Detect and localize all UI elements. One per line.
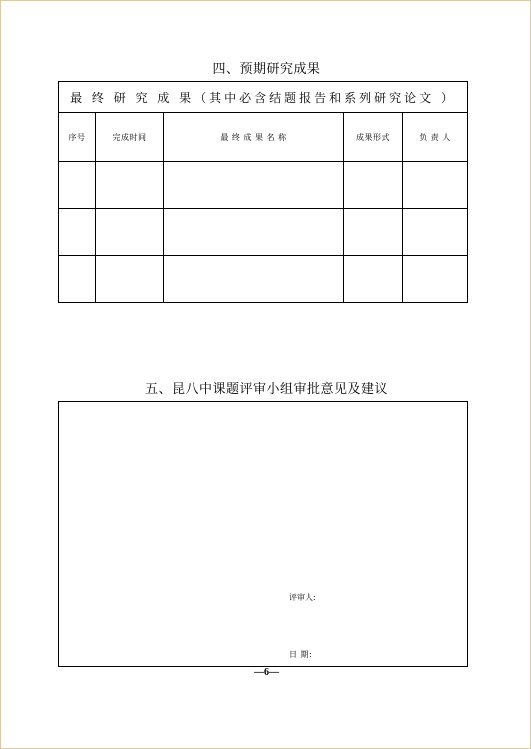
table-cell[interactable] [403, 162, 468, 209]
column-header-result-name: 最 终 成 果 名 称 [164, 113, 344, 162]
table-cell[interactable] [96, 162, 164, 209]
table-cell[interactable] [59, 256, 96, 303]
table-cell[interactable] [403, 209, 468, 256]
research-results-table [58, 81, 468, 303]
section-4-title: 四、预期研究成果 [212, 62, 321, 77]
table-cell[interactable] [59, 209, 96, 256]
column-header-responsible-person: 负 责 人 [403, 113, 468, 162]
table-cell[interactable] [59, 162, 96, 209]
table-cell[interactable] [344, 209, 403, 256]
table-cell[interactable] [164, 209, 344, 256]
table-row [59, 256, 468, 303]
table-cell[interactable] [96, 256, 164, 303]
table-row [59, 162, 468, 209]
table-cell[interactable] [164, 162, 344, 209]
reviewer-label: 评审人: [289, 593, 316, 602]
review-opinion-box[interactable] [58, 401, 468, 667]
date-label: 日 期: [289, 650, 313, 659]
table-header: 最 终 研 究 成 果（其中必含结题报告和系列研究论文 ） [59, 82, 468, 113]
table-cell[interactable] [344, 162, 403, 209]
table-cell[interactable] [403, 256, 468, 303]
table-row [59, 209, 468, 256]
table-cell[interactable] [164, 256, 344, 303]
column-header-completion-time: 完成时间 [96, 113, 164, 162]
table-cell[interactable] [344, 256, 403, 303]
section-5-title: 五、昆八中课题评审小组审批意见及建议 [144, 382, 388, 397]
page-number: —6— [254, 667, 279, 678]
table-cell[interactable] [96, 209, 164, 256]
column-header-serial: 序号 [59, 113, 96, 162]
column-header-result-form: 成果形式 [344, 113, 403, 162]
